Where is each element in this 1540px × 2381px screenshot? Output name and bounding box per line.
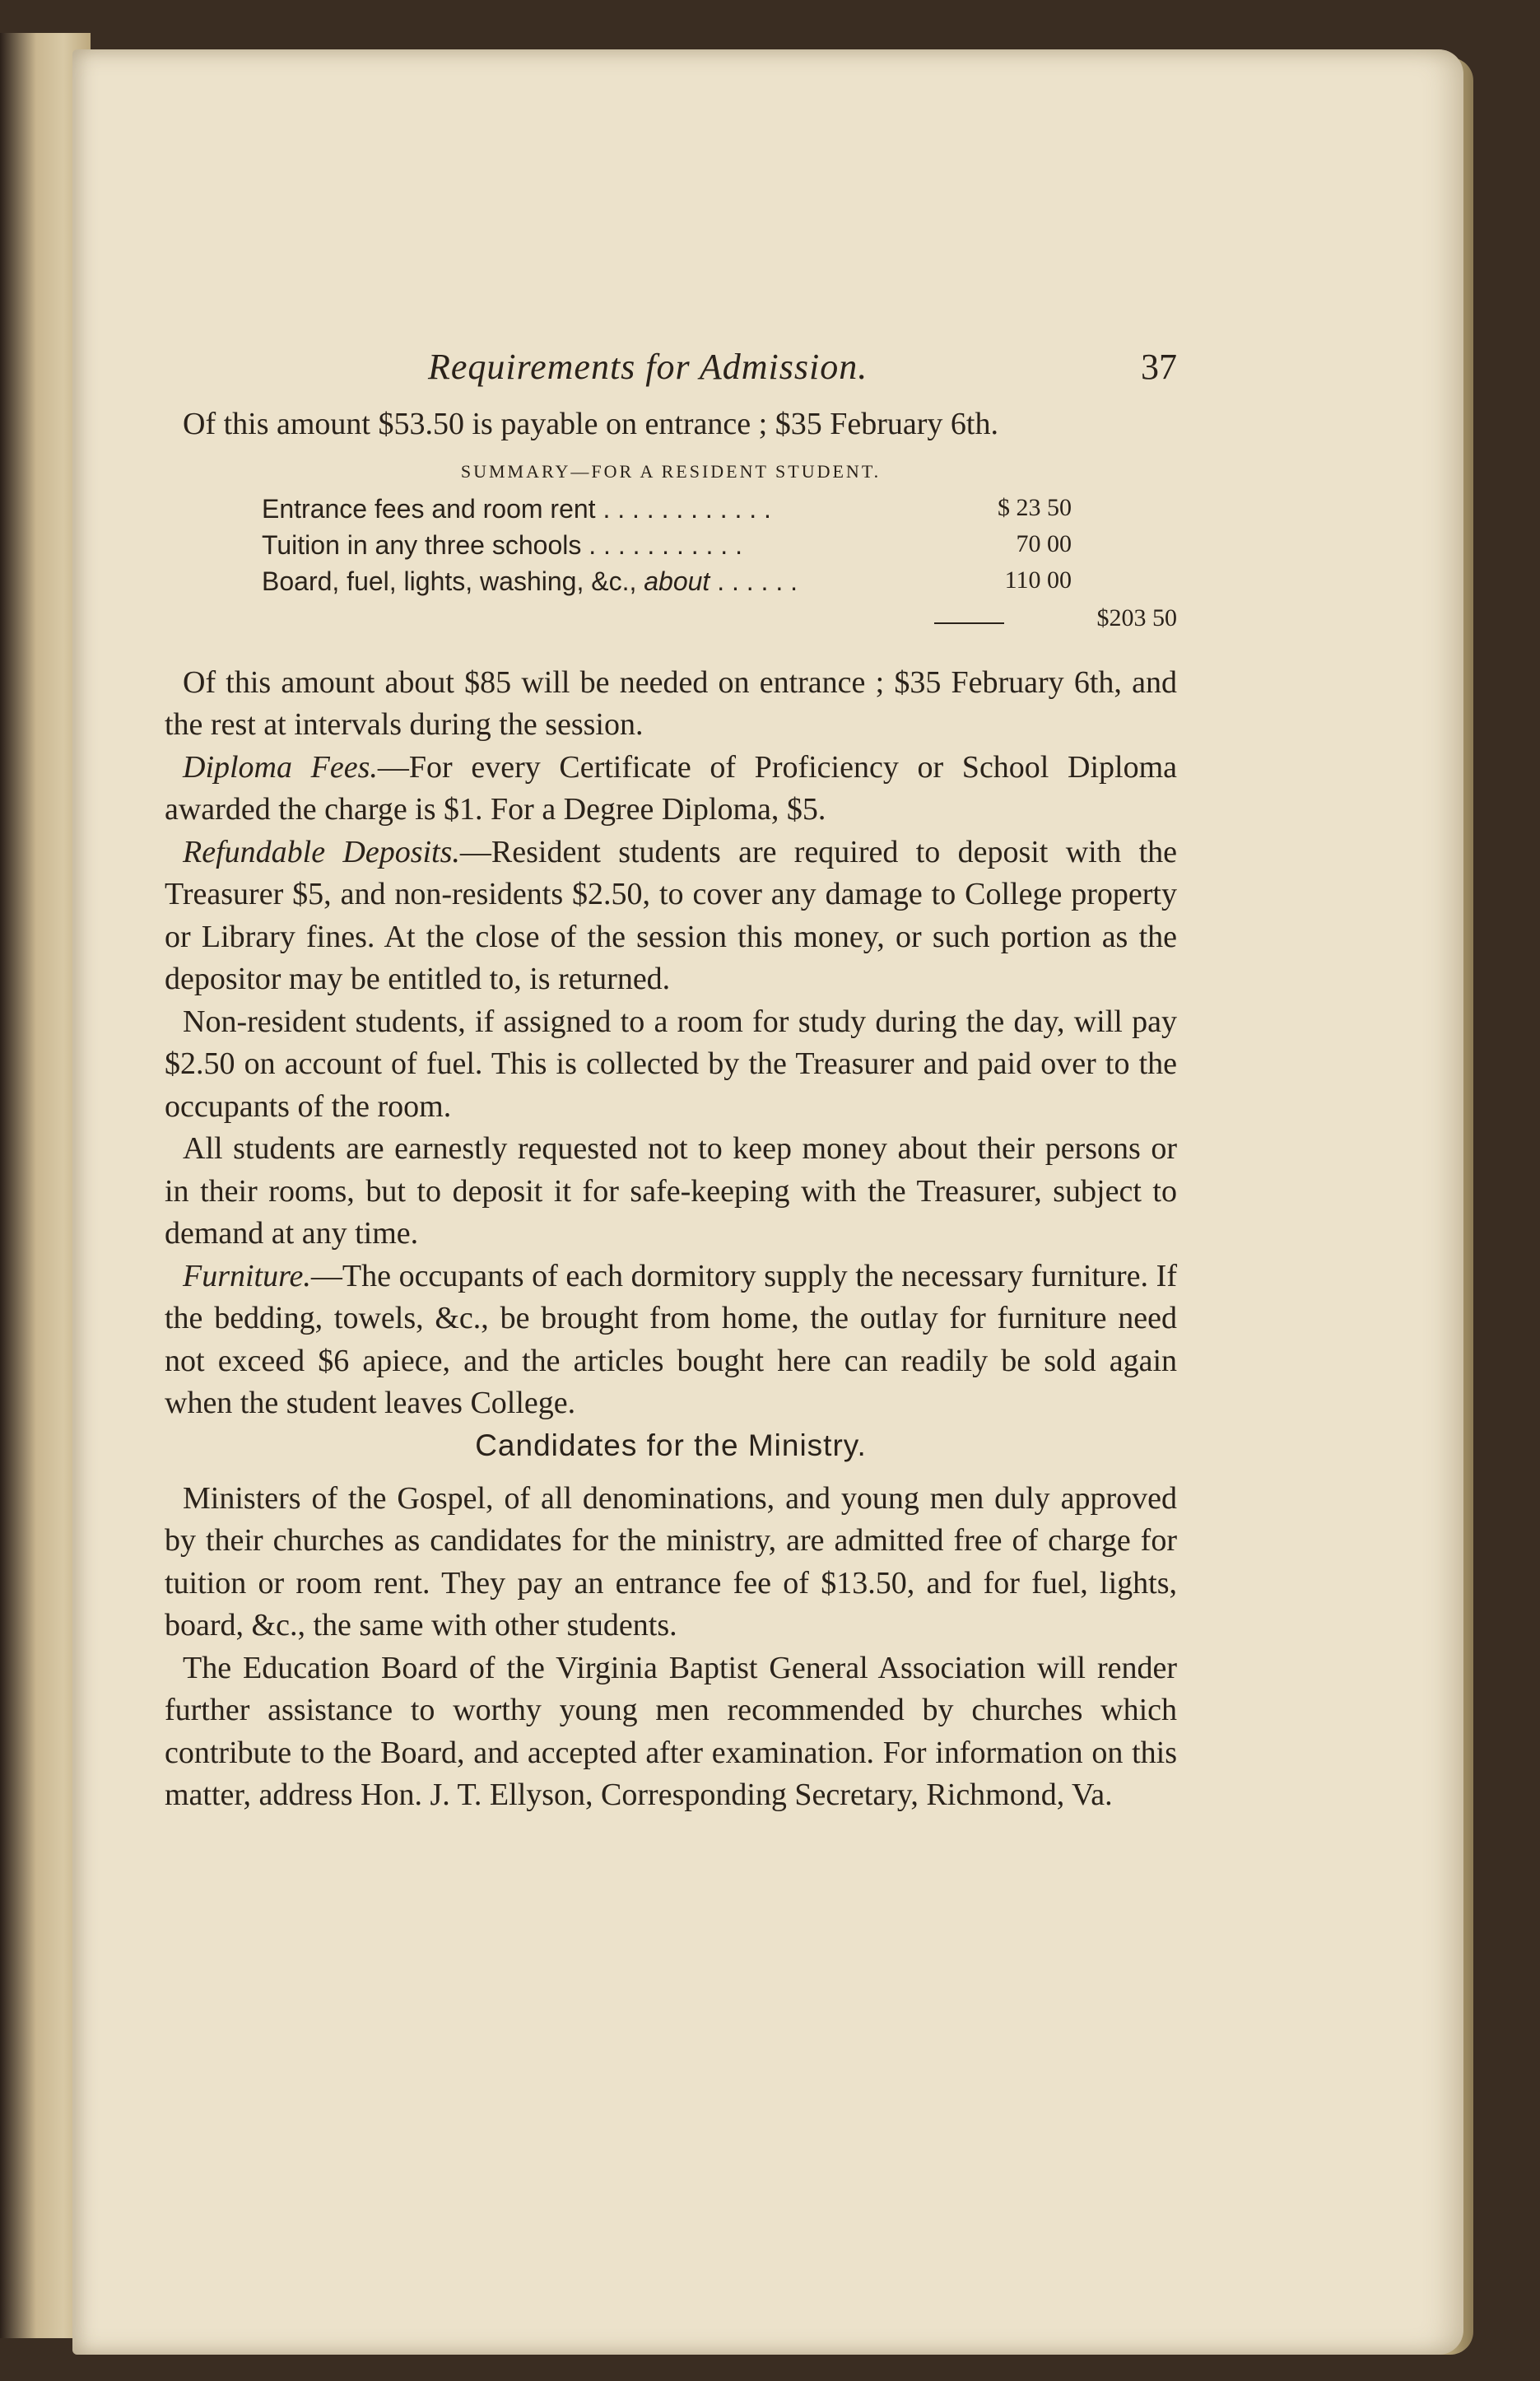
fee-label-main: Board, fuel, lights, washing, &c., bbox=[262, 566, 644, 596]
run-in-head: Diploma Fees. bbox=[183, 749, 378, 785]
section-heading: Candidates for the Ministry. bbox=[475, 1428, 867, 1462]
fee-label-dots: . . . . . . bbox=[710, 566, 798, 596]
page-number: 37 bbox=[1141, 347, 1177, 387]
paragraph-refundable-deposits bbox=[165, 832, 1177, 1001]
total-rule bbox=[934, 622, 1004, 624]
intro-line: Of this amount $53.50 is payable on entrance ; $35 February 6th. bbox=[183, 407, 998, 441]
fee-label-italic: about bbox=[644, 566, 710, 596]
running-head-title: Requirements for Admission. bbox=[428, 347, 868, 387]
fee-label bbox=[262, 566, 798, 597]
summary-heading: SUMMARY—FOR A RESIDENT STUDENT. bbox=[460, 460, 882, 482]
paragraph-money-deposit: All students are earnestly requested not to keep money about their persons or in their rooms, but to deposit it for safe-keeping with the Treasurer, subject to demand at any time. bbox=[165, 1131, 1177, 1251]
running-head bbox=[165, 346, 1177, 403]
paragraph-furniture bbox=[165, 1256, 1177, 1425]
fee-row bbox=[262, 566, 1177, 603]
run-in-head: Furniture. bbox=[183, 1258, 311, 1293]
fee-label: Tuition in any three schools . . . . . . . . . . . bbox=[262, 529, 742, 560]
run-in-head: Refundable Deposits. bbox=[183, 834, 460, 869]
fee-amount: $ 23 50 bbox=[998, 493, 1072, 521]
paragraph-text: —Resident students are required to deposit with the Treasurer $5, and non-residents $2.50, to cover any damage to College property or Library fines. At the close of the session this money, or such portion as the depositor may be entitled to, is returned. bbox=[165, 834, 1177, 996]
paragraph-text: —The occupants of each dormitory supply the necessary furniture. If the bedding, towels, &c., be brought from home, the outlay for furniture need not exceed $6 apiece, and the articles bought here can readily be sold again when the student leaves College. bbox=[165, 1258, 1177, 1420]
page-content bbox=[165, 346, 1177, 1817]
fee-amount: 70 00 bbox=[1016, 529, 1072, 557]
fee-row bbox=[262, 494, 1177, 530]
fee-summary-table bbox=[262, 494, 1177, 644]
fee-row bbox=[262, 530, 1177, 566]
paragraph-text: —For every Certificate of Proficiency or School Diploma awarded the charge is $1. For a Degree Diploma, $5. bbox=[165, 749, 1177, 827]
paragraph-diploma-fees bbox=[165, 747, 1177, 832]
fee-label: Entrance fees and room rent . . . . . . . . . . . . bbox=[262, 493, 771, 524]
fee-amount: 110 00 bbox=[1004, 566, 1072, 594]
fee-total-row bbox=[262, 603, 1177, 644]
fee-total: $203 50 bbox=[1096, 603, 1177, 631]
paragraph-ministers: Ministers of the Gospel, of all denominations, and young men duly approved by their churches as candidates for the ministry, are admitted free of charge for tuition or room rent. They pay an entrance fee of $13.50, and for fuel, lights, board, &c., the same with other students. bbox=[165, 1480, 1177, 1642]
paragraph-education-board: The Education Board of the Virginia Baptist General Association will render further assistance to worthy young men recommended by churches which contribute to the Board, and accepted after examination. For information on this matter, address Hon. J. T. Ellyson, Corresponding Secretary, Richmond, Va. bbox=[165, 1650, 1177, 1812]
paragraph-non-resident: Non-resident students, if assigned to a room for study during the day, will pay $2.50 on account of fuel. This is collected by the Treasurer and paid over to the occupants of the room. bbox=[165, 1004, 1177, 1124]
paragraph-payment: Of this amount about $85 will be needed on entrance ; $35 February 6th, and the rest at intervals during the session. bbox=[165, 664, 1177, 742]
